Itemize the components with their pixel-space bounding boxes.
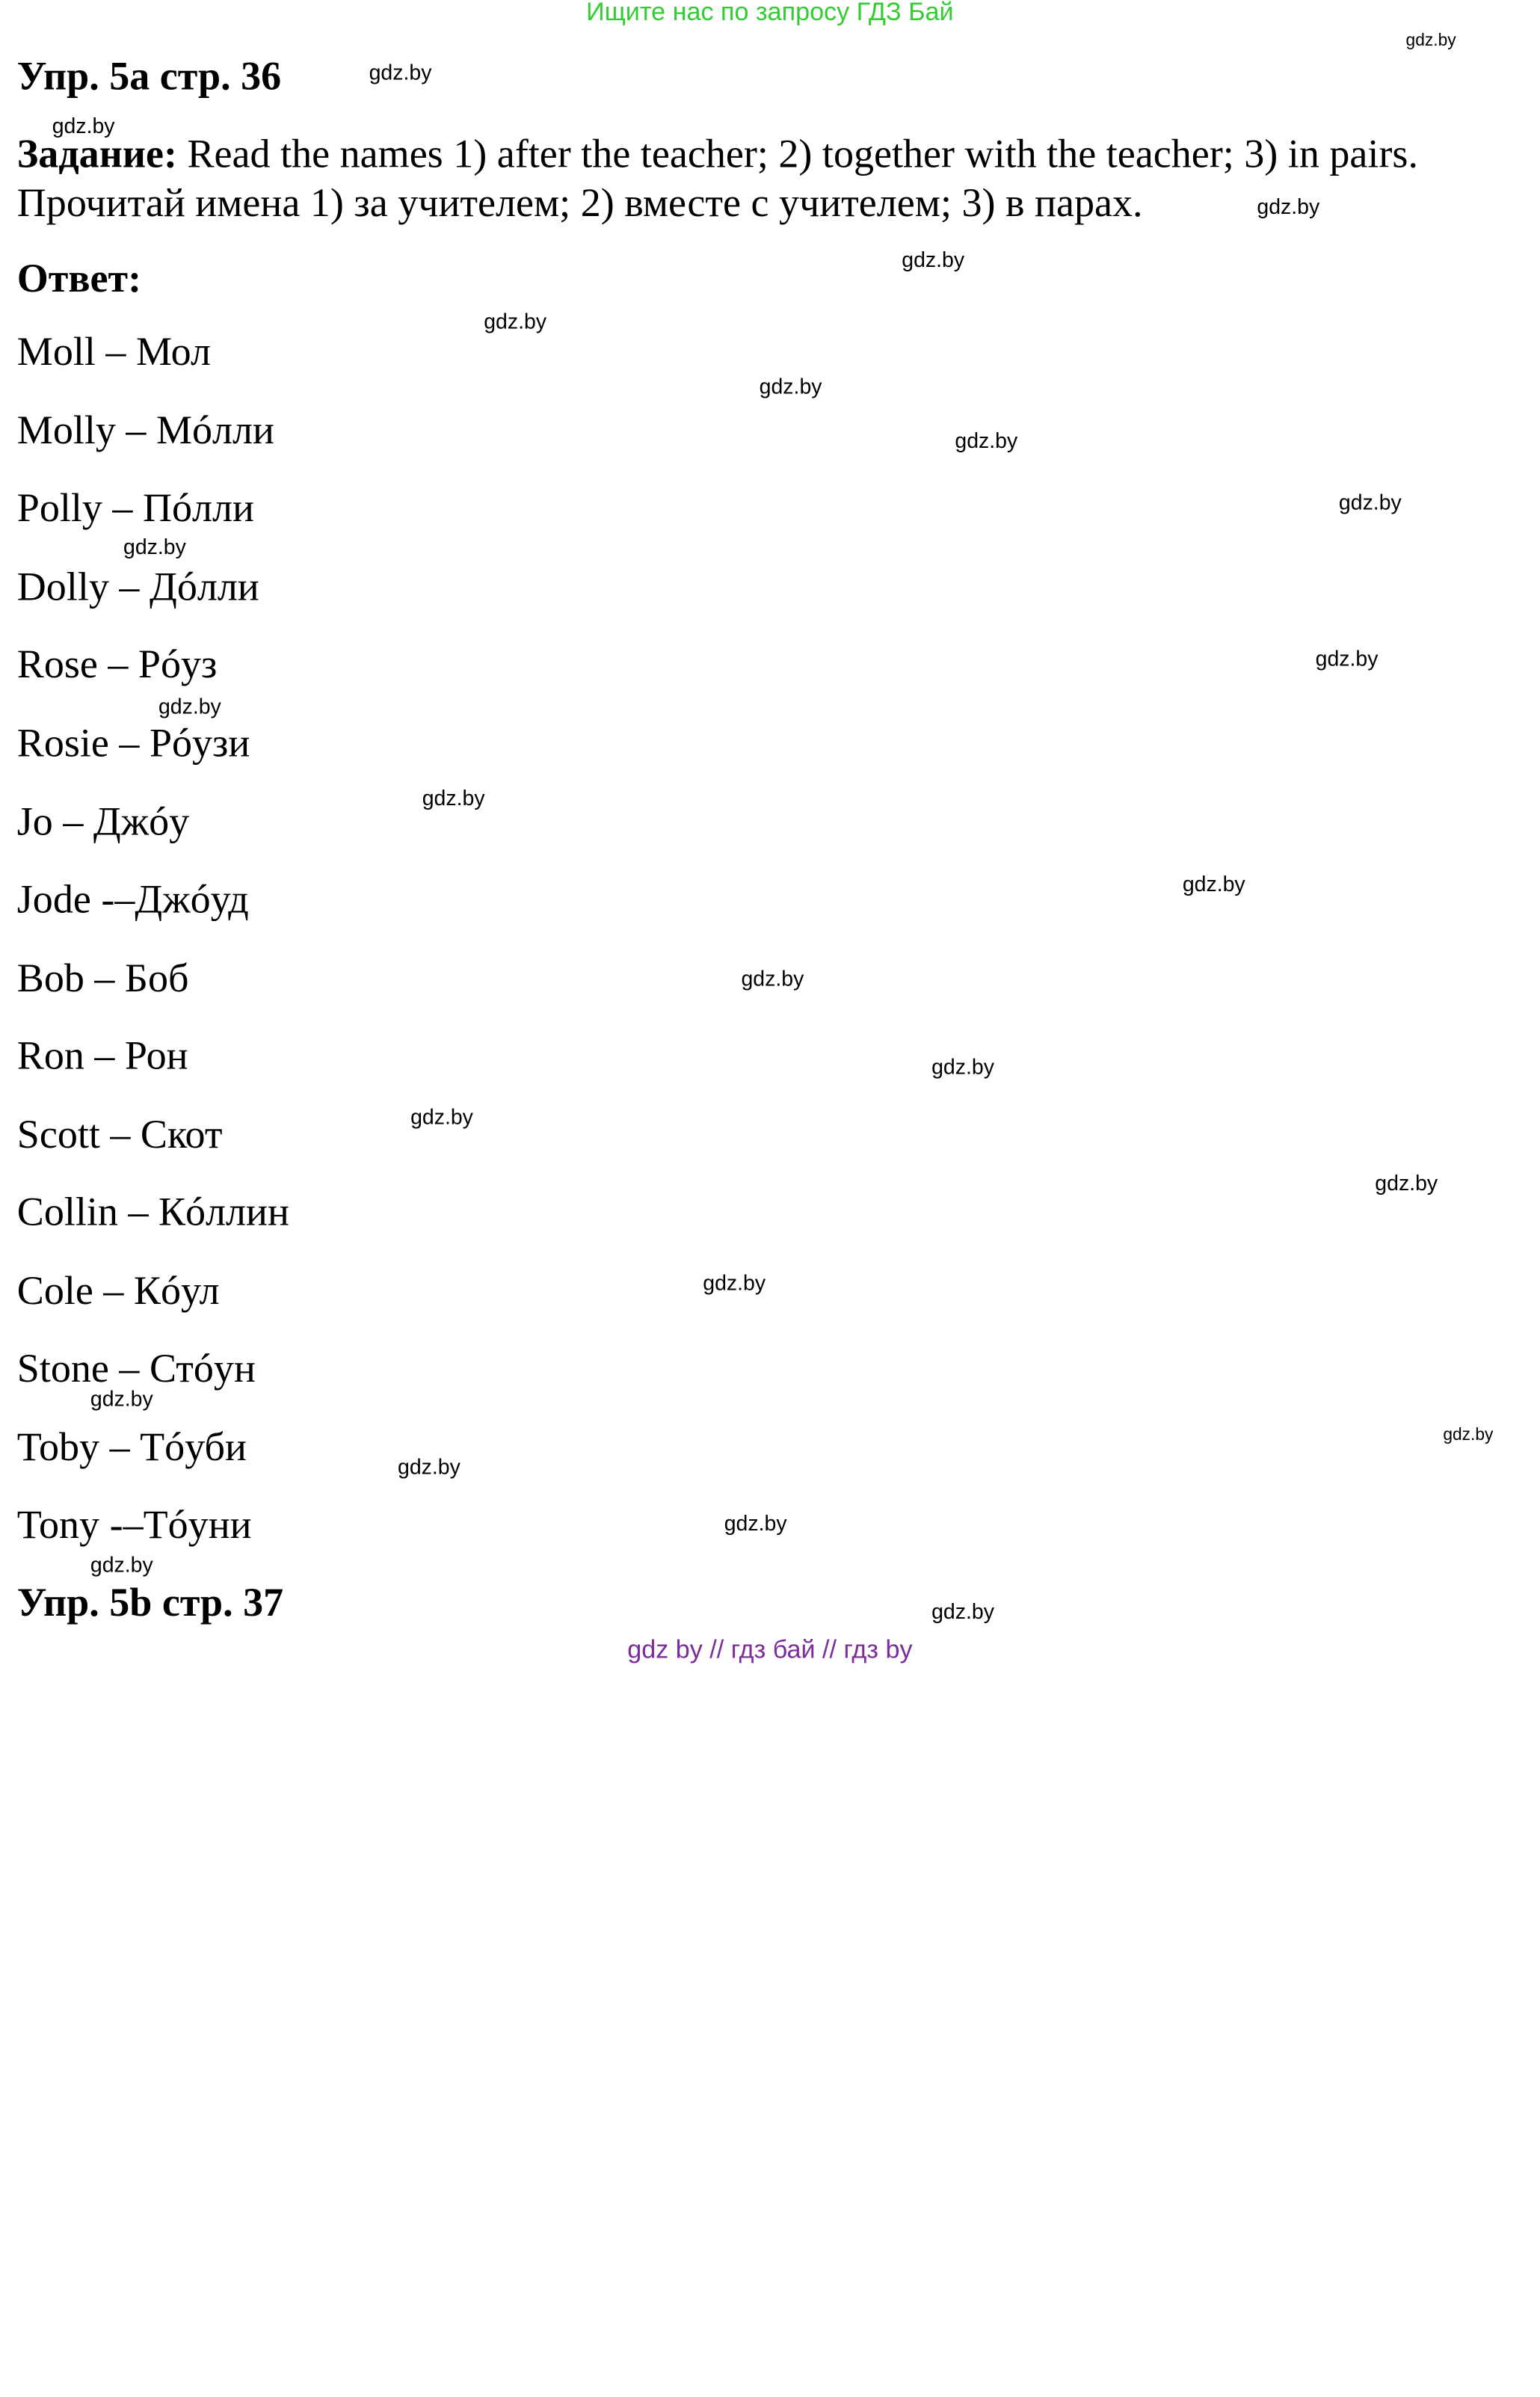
name-item: Jode -–Джóуд — [16, 877, 249, 923]
task-english: Read the names 1) after the teacher; 2) together with the teacher; 3) in pairs. — [187, 132, 1418, 177]
watermark: gdz.by — [158, 695, 221, 719]
search-banner: Ищите нас по запросу ГДЗ Бай — [586, 0, 954, 27]
name-item: Rosie – Рóузи — [16, 721, 250, 766]
task-label: Задание: — [16, 132, 177, 177]
watermark: gdz.by — [931, 1056, 994, 1080]
next-exercise-title: Упр. 5b стр. 37 — [16, 1580, 284, 1625]
name-item: Jo – Джóу — [16, 799, 190, 845]
watermark: gdz.by — [52, 114, 115, 138]
task-block — [17, 130, 1418, 228]
name-item: Stone – Стóун — [16, 1346, 256, 1391]
answer-label: Ответ: — [16, 256, 142, 301]
name-item: Bob – Боб — [16, 956, 189, 1001]
watermark: gdz.by — [90, 1388, 153, 1412]
exercise-title: Упр. 5a стр. 36 — [16, 54, 282, 99]
name-item: Collin – Кóллин — [16, 1190, 289, 1235]
watermark: gdz.by — [724, 1512, 787, 1536]
task-english-line — [17, 130, 1418, 179]
watermark: gdz.by — [902, 248, 965, 273]
watermark: gdz.by — [1338, 491, 1402, 515]
name-item: Polly – Пóлли — [16, 486, 254, 531]
name-item: Moll – Мол — [16, 329, 211, 375]
watermark: gdz.by — [410, 1106, 473, 1130]
watermark: gdz.by — [759, 375, 822, 399]
watermark: gdz.by — [123, 535, 186, 560]
watermark: gdz.by — [955, 429, 1018, 453]
watermark: gdz.by — [484, 310, 547, 334]
name-item: Tony -–Тóуни — [16, 1502, 252, 1548]
watermark: gdz.by — [1257, 195, 1320, 220]
name-item: Toby – Тóуби — [16, 1425, 247, 1470]
watermark: gdz.by — [1405, 31, 1456, 50]
watermark: gdz.by — [1443, 1426, 1494, 1444]
watermark: gdz.by — [422, 787, 485, 810]
watermark: gdz.by — [931, 1600, 994, 1625]
watermark: gdz.by — [1315, 647, 1379, 671]
task-russian: Прочитай имена 1) за учителем; 2) вместе с учителем; 3) в парах. — [16, 180, 1143, 226]
watermark: gdz.by — [369, 61, 432, 85]
footer-links: gdz by // гдз бай // гдз by — [627, 1635, 913, 1665]
name-item: Scott – Скот — [16, 1112, 223, 1157]
watermark: gdz.by — [1182, 873, 1245, 897]
name-item: Dolly – Дóлли — [16, 564, 259, 610]
watermark: gdz.by — [398, 1456, 461, 1480]
name-item: Rose – Рóуз — [16, 642, 218, 687]
name-item: Molly – Мóлли — [16, 408, 274, 453]
name-item: Cole – Кóул — [16, 1269, 220, 1314]
watermark: gdz.by — [703, 1272, 766, 1296]
watermark: gdz.by — [741, 967, 804, 991]
watermark: gdz.by — [1375, 1172, 1438, 1196]
watermark: gdz.by — [90, 1554, 153, 1578]
name-item: Ron – Рон — [16, 1033, 188, 1079]
